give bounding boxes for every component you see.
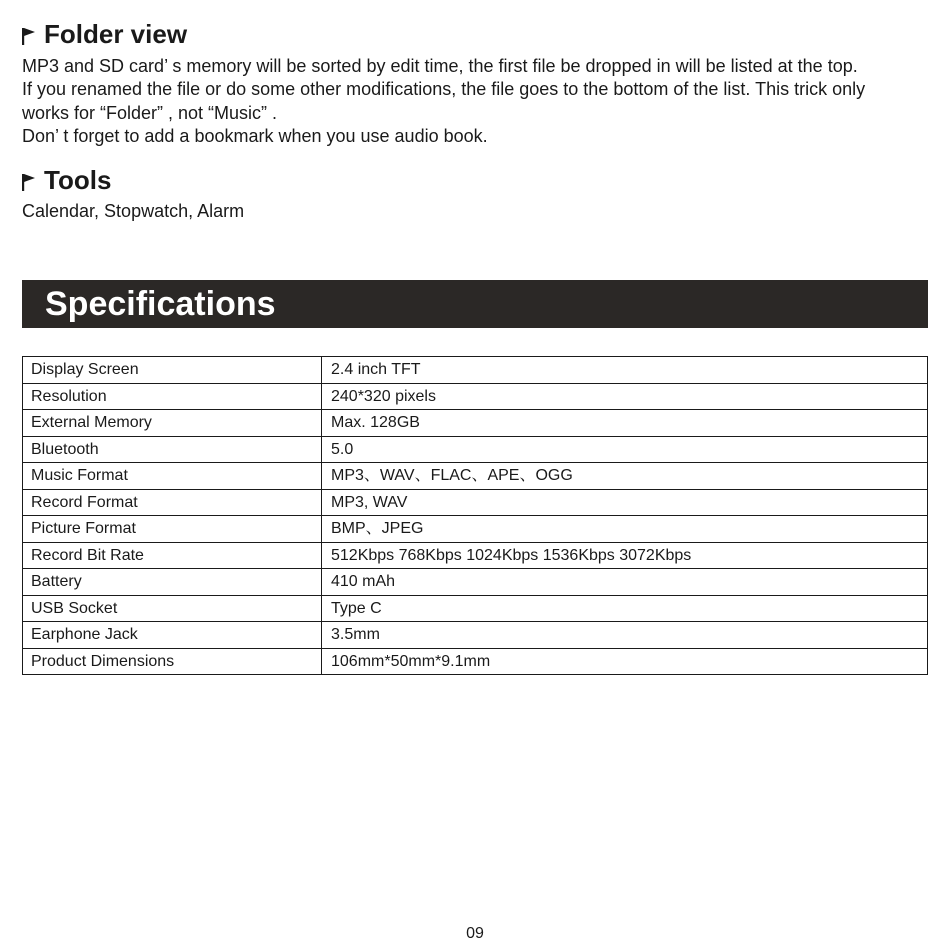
spec-label: Display Screen bbox=[23, 357, 322, 384]
spec-label: Record Format bbox=[23, 489, 322, 516]
table-row bbox=[23, 516, 928, 543]
table-row bbox=[23, 622, 928, 649]
tools-text-block bbox=[22, 200, 930, 223]
page-number: 09 bbox=[466, 925, 484, 942]
tools-text: Calendar, Stopwatch, Alarm bbox=[22, 201, 245, 221]
table-row bbox=[23, 410, 928, 437]
spec-label: Bluetooth bbox=[23, 436, 322, 463]
spec-value: 512Kbps 768Kbps 1024Kbps 1536Kbps 3072Kbps bbox=[322, 542, 928, 569]
spec-value: Max. 128GB bbox=[322, 410, 928, 437]
table-row bbox=[23, 542, 928, 569]
table-row bbox=[23, 489, 928, 516]
spec-label: External Memory bbox=[23, 410, 322, 437]
spec-label: Picture Format bbox=[23, 516, 322, 543]
spec-value: 2.4 inch TFT bbox=[322, 357, 928, 384]
spec-value: MP3, WAV bbox=[322, 489, 928, 516]
tools-title: Tools bbox=[44, 165, 112, 195]
folder-view-line: Don’ t forget to add a bookmark when you use audio book. bbox=[22, 125, 488, 146]
table-row bbox=[23, 436, 928, 463]
spec-label: Record Bit Rate bbox=[23, 542, 322, 569]
folder-view-section bbox=[22, 19, 930, 148]
flag-icon bbox=[22, 172, 36, 192]
table-row bbox=[23, 357, 928, 384]
spec-value: 106mm*50mm*9.1mm bbox=[322, 648, 928, 675]
spec-value: 5.0 bbox=[322, 436, 928, 463]
table-row bbox=[23, 648, 928, 675]
spec-label: Earphone Jack bbox=[23, 622, 322, 649]
folder-view-line: If you renamed the file or do some other modifications, the file goes to the bottom of the list. This trick only bbox=[22, 79, 866, 100]
spec-value: Type C bbox=[322, 595, 928, 622]
spec-value: 3.5mm bbox=[322, 622, 928, 649]
flag-icon bbox=[22, 26, 36, 46]
table-row bbox=[23, 383, 928, 410]
folder-view-title: Folder view bbox=[44, 19, 188, 49]
spec-label: Music Format bbox=[23, 463, 322, 490]
table-row bbox=[23, 595, 928, 622]
spec-value: 410 mAh bbox=[322, 569, 928, 596]
specifications-banner bbox=[22, 280, 928, 328]
spec-value: BMP、JPEG bbox=[322, 516, 928, 543]
folder-view-line: MP3 and SD card’ s memory will be sorted by edit time, the first file be dropped in will be listed at the top. bbox=[22, 56, 858, 76]
spec-value: MP3、WAV、FLAC、APE、OGG bbox=[322, 463, 928, 490]
folder-view-heading bbox=[22, 19, 930, 49]
spec-label: Resolution bbox=[23, 383, 322, 410]
specifications-table bbox=[22, 356, 928, 675]
spec-value: 240*320 pixels bbox=[322, 383, 928, 410]
spec-label: USB Socket bbox=[23, 595, 322, 622]
spec-label: Product Dimensions bbox=[23, 648, 322, 675]
folder-view-text bbox=[22, 55, 930, 148]
folder-view-line: works for “Folder” , not “Music” . bbox=[22, 102, 278, 123]
table-row bbox=[23, 463, 928, 490]
specifications-title: Specifications bbox=[45, 285, 276, 323]
spec-label: Battery bbox=[23, 569, 322, 596]
tools-section bbox=[22, 165, 930, 223]
tools-heading bbox=[22, 165, 930, 195]
table-row bbox=[23, 569, 928, 596]
